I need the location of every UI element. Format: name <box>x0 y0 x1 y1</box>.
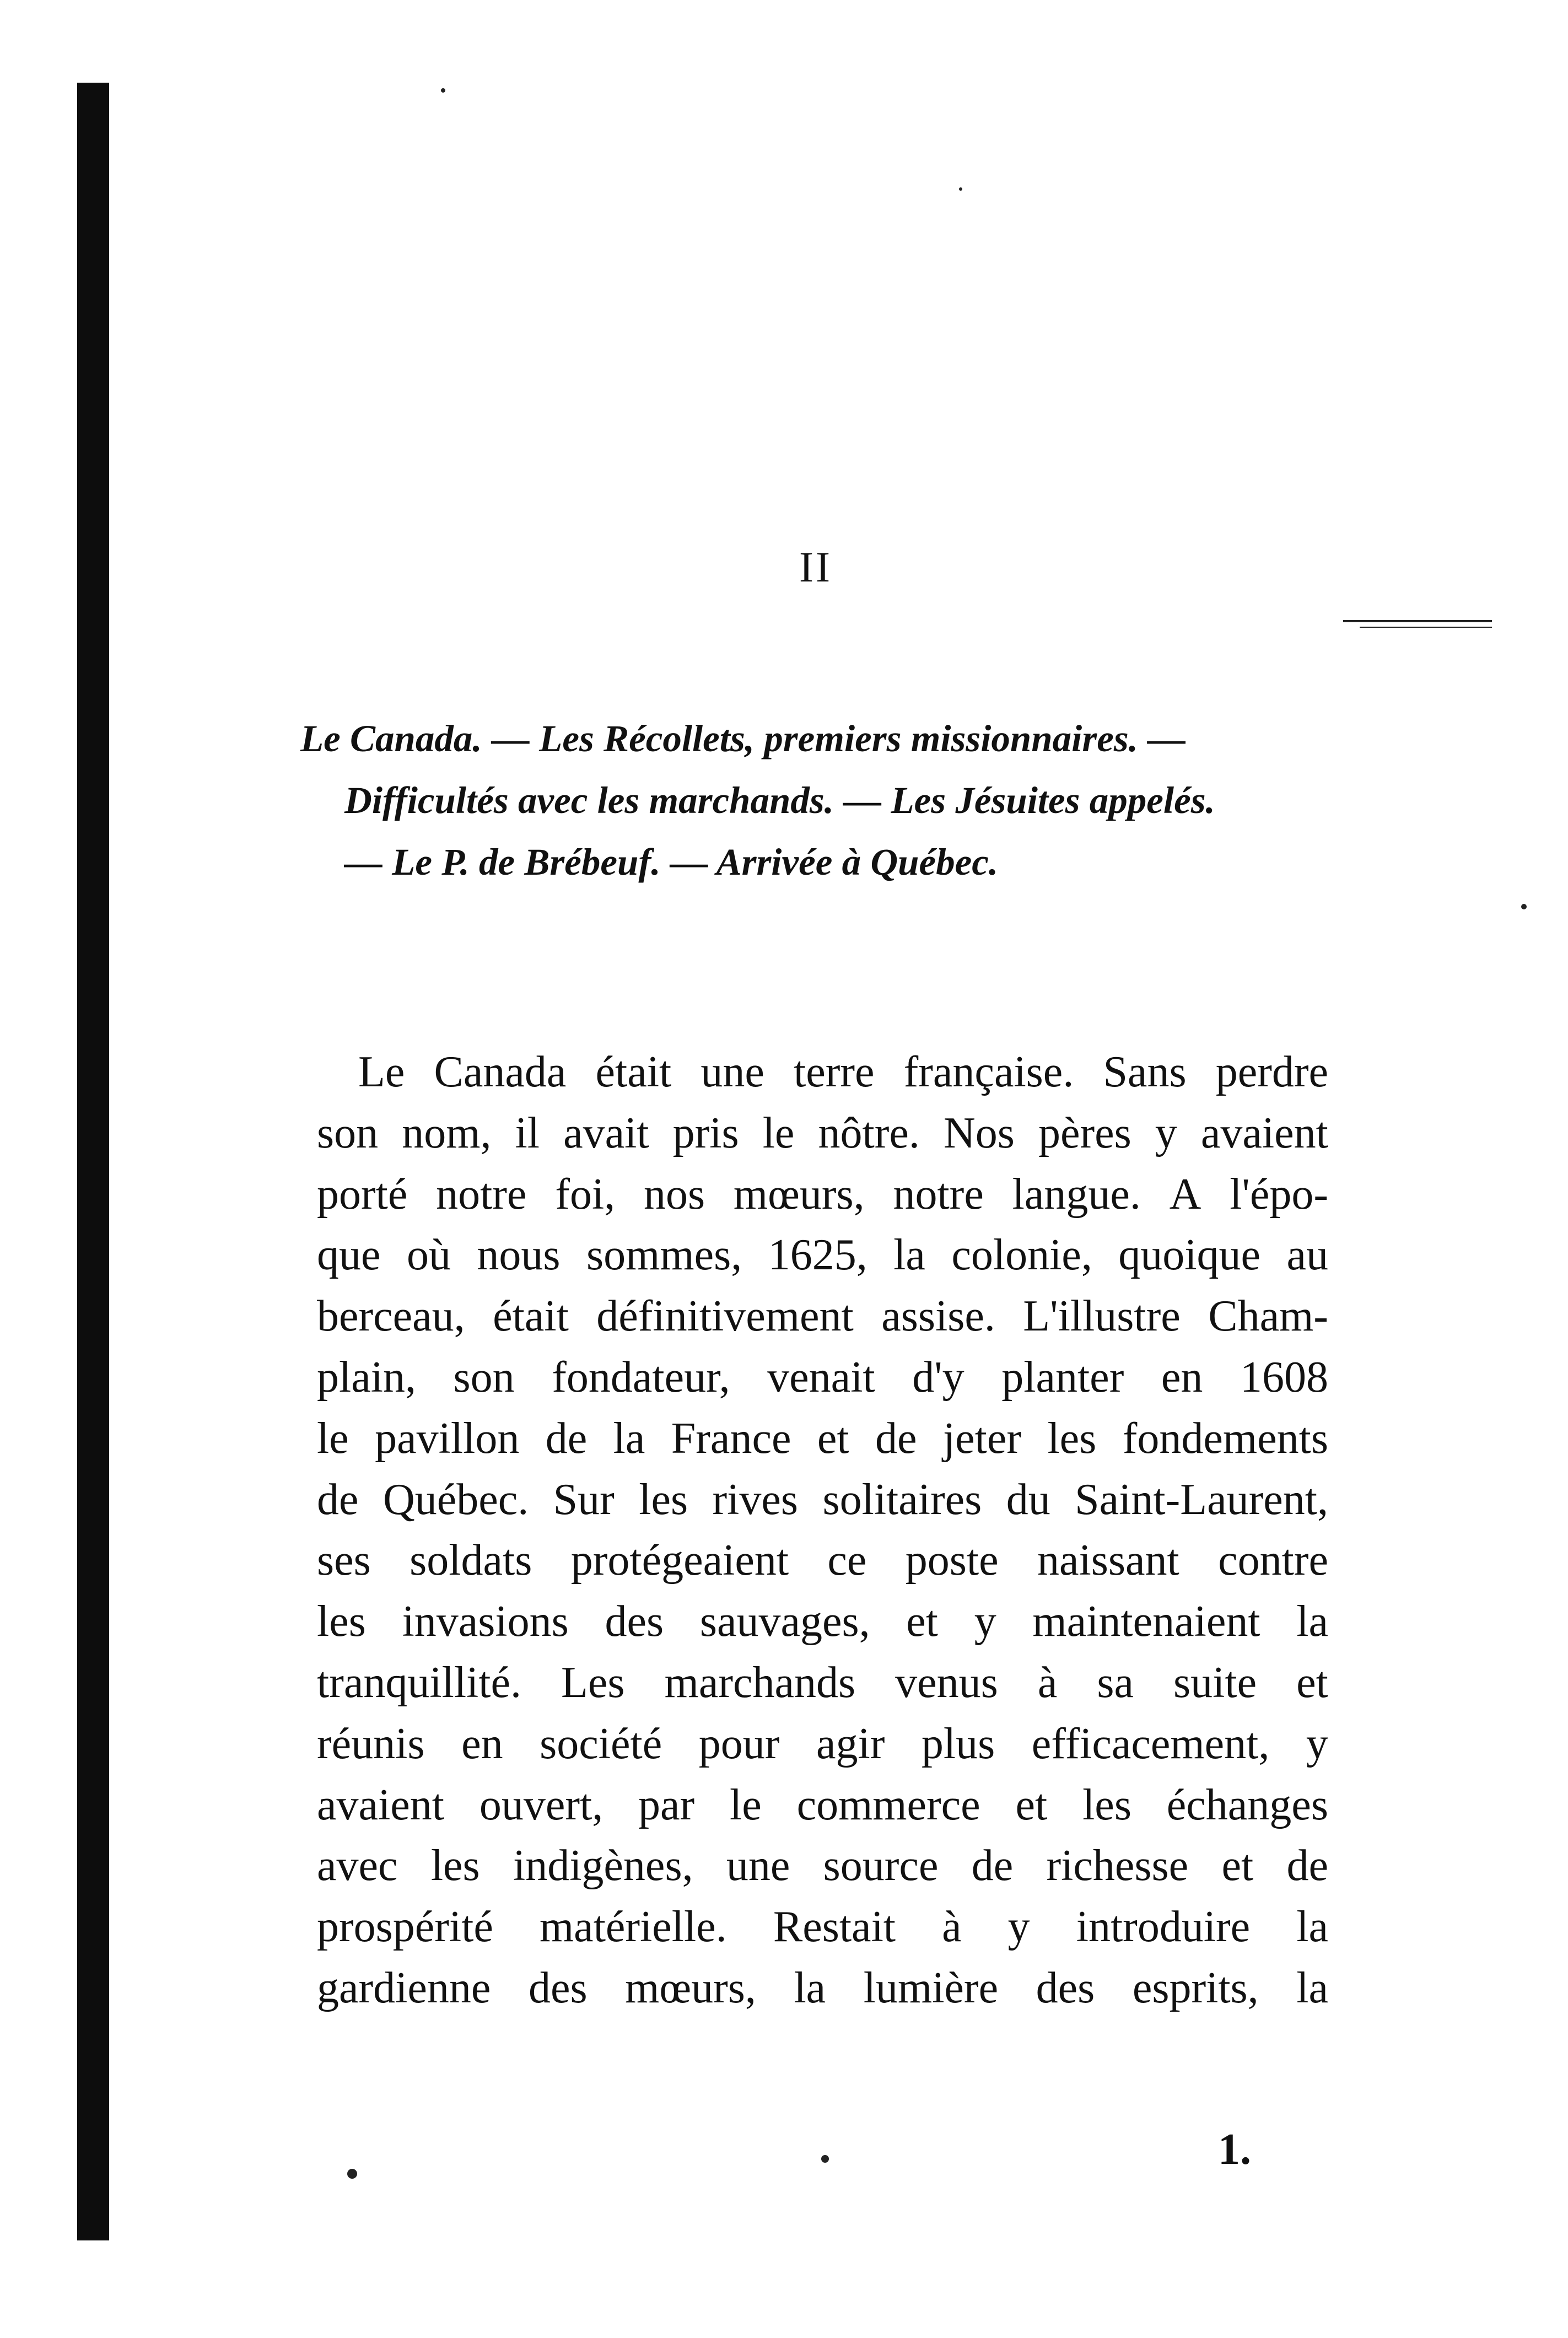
word: en <box>461 1719 503 1768</box>
word: marchands <box>664 1658 856 1707</box>
word: la <box>794 1963 826 2012</box>
speck <box>347 2169 357 2179</box>
word: tranquillité. <box>317 1658 522 1707</box>
body-line <box>317 1652 1328 1714</box>
chapter-number: II <box>799 543 832 591</box>
word: efficacement, <box>1031 1719 1270 1768</box>
body-line <box>317 1775 1328 1836</box>
word: y <box>1306 1719 1328 1768</box>
word: de <box>875 1414 917 1463</box>
word: les <box>317 1597 366 1646</box>
word: berceau, <box>317 1292 465 1341</box>
word: Restait <box>773 1903 896 1952</box>
word: par <box>638 1780 695 1829</box>
word: le <box>762 1108 795 1157</box>
word: Sur <box>553 1475 615 1524</box>
word: les <box>1082 1780 1131 1829</box>
word: France <box>671 1414 791 1463</box>
word: de <box>1286 1841 1328 1890</box>
body-line <box>317 1591 1328 1652</box>
word: contre <box>1218 1536 1328 1585</box>
body-line <box>317 1103 1328 1164</box>
word: source <box>823 1841 939 1890</box>
word: mœurs, <box>625 1963 756 2012</box>
word: à <box>1037 1658 1058 1707</box>
word: perdre <box>1215 1048 1328 1096</box>
word: plus <box>921 1719 995 1768</box>
body-line <box>317 1469 1328 1531</box>
word: rives <box>712 1475 799 1524</box>
word: y <box>1155 1108 1177 1157</box>
word: et <box>817 1414 849 1463</box>
word: A <box>1169 1170 1201 1219</box>
summary-line: — Le P. de Brébeuf. — Arrivée à Québec. <box>344 841 999 883</box>
word: à <box>942 1903 962 1952</box>
chapter-summary <box>300 708 1375 893</box>
speck <box>441 88 445 93</box>
word: pères <box>1038 1108 1131 1157</box>
body-line <box>317 1042 1328 1103</box>
word: il <box>515 1108 540 1157</box>
summary-line: Difficultés avec les marchands. — Les Jésuites appelés. <box>344 779 1215 821</box>
word: l'épo- <box>1230 1170 1328 1219</box>
word: Le <box>358 1048 405 1096</box>
word: de <box>545 1414 588 1463</box>
word: de <box>317 1475 359 1524</box>
word: venus <box>895 1658 998 1707</box>
signature-mark: 1. <box>1218 2125 1251 2174</box>
summary-line: Le Canada. — Les Récollets, premiers missionnaires. — <box>300 718 1186 759</box>
word: pour <box>698 1719 780 1768</box>
word: notre <box>893 1170 984 1219</box>
binding-edge <box>77 83 109 2240</box>
word: d'y <box>912 1353 964 1402</box>
word: Sans <box>1103 1048 1187 1096</box>
word: Les <box>561 1658 625 1707</box>
word: naissant <box>1037 1536 1179 1585</box>
word: planter <box>1001 1353 1124 1402</box>
word: esprits, <box>1132 1963 1259 2012</box>
word: notre <box>436 1170 527 1219</box>
body-line <box>317 1897 1328 1958</box>
word: était <box>595 1048 672 1096</box>
word: les <box>1047 1414 1097 1463</box>
word: la <box>1296 1963 1328 2012</box>
word: Saint-Laurent, <box>1075 1475 1328 1524</box>
word: mœurs, <box>733 1170 865 1219</box>
word: y <box>1007 1903 1030 1952</box>
body-line <box>317 1347 1328 1408</box>
word: réunis <box>317 1719 425 1768</box>
word: et <box>1015 1780 1048 1829</box>
word: y <box>974 1597 996 1646</box>
word: échanges <box>1166 1780 1328 1829</box>
word: et <box>1221 1841 1254 1890</box>
word: que <box>317 1231 381 1280</box>
word: une <box>726 1841 790 1890</box>
word: de <box>971 1841 1014 1890</box>
word: son <box>453 1353 515 1402</box>
word: 1625, <box>768 1231 867 1280</box>
word: sommes, <box>586 1231 742 1280</box>
word: nous <box>477 1231 561 1280</box>
word: la <box>613 1414 645 1463</box>
word: était <box>493 1292 569 1341</box>
word: société <box>540 1719 662 1768</box>
body-line <box>317 1530 1328 1591</box>
body-line <box>317 1408 1328 1469</box>
word: nos <box>643 1170 705 1219</box>
word: venait <box>767 1353 875 1402</box>
word: quoique <box>1118 1231 1260 1280</box>
word: ouvert, <box>479 1780 604 1829</box>
word: des <box>605 1597 664 1646</box>
word: 1608 <box>1240 1353 1328 1402</box>
word: maintenaient <box>1032 1597 1260 1646</box>
word: avaient <box>1200 1108 1328 1157</box>
word: invasions <box>402 1597 569 1646</box>
word: sauvages, <box>699 1597 870 1646</box>
margin-rule-top <box>1343 620 1492 622</box>
speck <box>959 187 962 191</box>
word: lumière <box>863 1963 999 2012</box>
word: fondateur, <box>552 1353 730 1402</box>
word: son <box>317 1108 379 1157</box>
body-line <box>317 1225 1328 1286</box>
word: les <box>639 1475 688 1524</box>
word: le <box>730 1780 762 1829</box>
word: nom, <box>402 1108 492 1157</box>
word: et <box>1296 1658 1328 1707</box>
word: avec <box>317 1841 398 1890</box>
word: introduire <box>1076 1903 1251 1952</box>
word: suite <box>1173 1658 1257 1707</box>
word: gardienne <box>317 1963 491 2012</box>
word: le <box>317 1414 349 1463</box>
word: pavillon <box>375 1414 520 1463</box>
word: pris <box>672 1108 739 1157</box>
word: avait <box>563 1108 649 1157</box>
word: une <box>701 1048 764 1096</box>
word: fondements <box>1122 1414 1328 1463</box>
word: matérielle. <box>539 1903 727 1952</box>
word: et <box>906 1597 939 1646</box>
word: en <box>1161 1353 1203 1402</box>
body-text <box>317 1042 1328 2019</box>
word: française. <box>903 1048 1074 1096</box>
speck <box>821 2155 829 2163</box>
body-line <box>317 1958 1328 2019</box>
word: Nos <box>943 1108 1015 1157</box>
speck <box>1521 904 1527 909</box>
word: avaient <box>317 1780 444 1829</box>
word: foi, <box>555 1170 616 1219</box>
word: soldats <box>409 1536 532 1585</box>
word: colonie, <box>951 1231 1092 1280</box>
word: la <box>893 1231 925 1280</box>
word: richesse <box>1046 1841 1189 1890</box>
body-line <box>317 1164 1328 1225</box>
word: Québec. <box>382 1475 529 1524</box>
word: commerce <box>796 1780 980 1829</box>
word: nôtre. <box>818 1108 920 1157</box>
word: terre <box>793 1048 875 1096</box>
word: où <box>406 1231 451 1280</box>
word: jeter <box>942 1414 1022 1463</box>
word: ce <box>827 1536 867 1585</box>
body-line <box>317 1286 1328 1347</box>
margin-rule-bottom <box>1360 627 1492 628</box>
body-line <box>317 1835 1328 1897</box>
word: la <box>1296 1597 1328 1646</box>
word: porté <box>317 1170 408 1219</box>
word: des <box>528 1963 588 2012</box>
word: langue. <box>1012 1170 1141 1219</box>
word: les <box>430 1841 480 1890</box>
word: assise. <box>881 1292 995 1341</box>
word: Cham- <box>1208 1292 1328 1341</box>
word: au <box>1286 1231 1328 1280</box>
word: poste <box>905 1536 999 1585</box>
word: protégeaient <box>570 1536 789 1585</box>
word: ses <box>317 1536 371 1585</box>
word: prospérité <box>317 1903 493 1952</box>
word: plain, <box>317 1353 416 1402</box>
word: agir <box>816 1719 885 1768</box>
word: du <box>1006 1475 1050 1524</box>
word: définitivement <box>596 1292 854 1341</box>
word: sa <box>1097 1658 1134 1707</box>
word: solitaires <box>822 1475 982 1524</box>
word: la <box>1296 1903 1328 1952</box>
body-line <box>317 1714 1328 1775</box>
word: L'illustre <box>1023 1292 1181 1341</box>
word: indigènes, <box>513 1841 693 1890</box>
word: des <box>1036 1963 1095 2012</box>
word: Canada <box>434 1048 567 1096</box>
